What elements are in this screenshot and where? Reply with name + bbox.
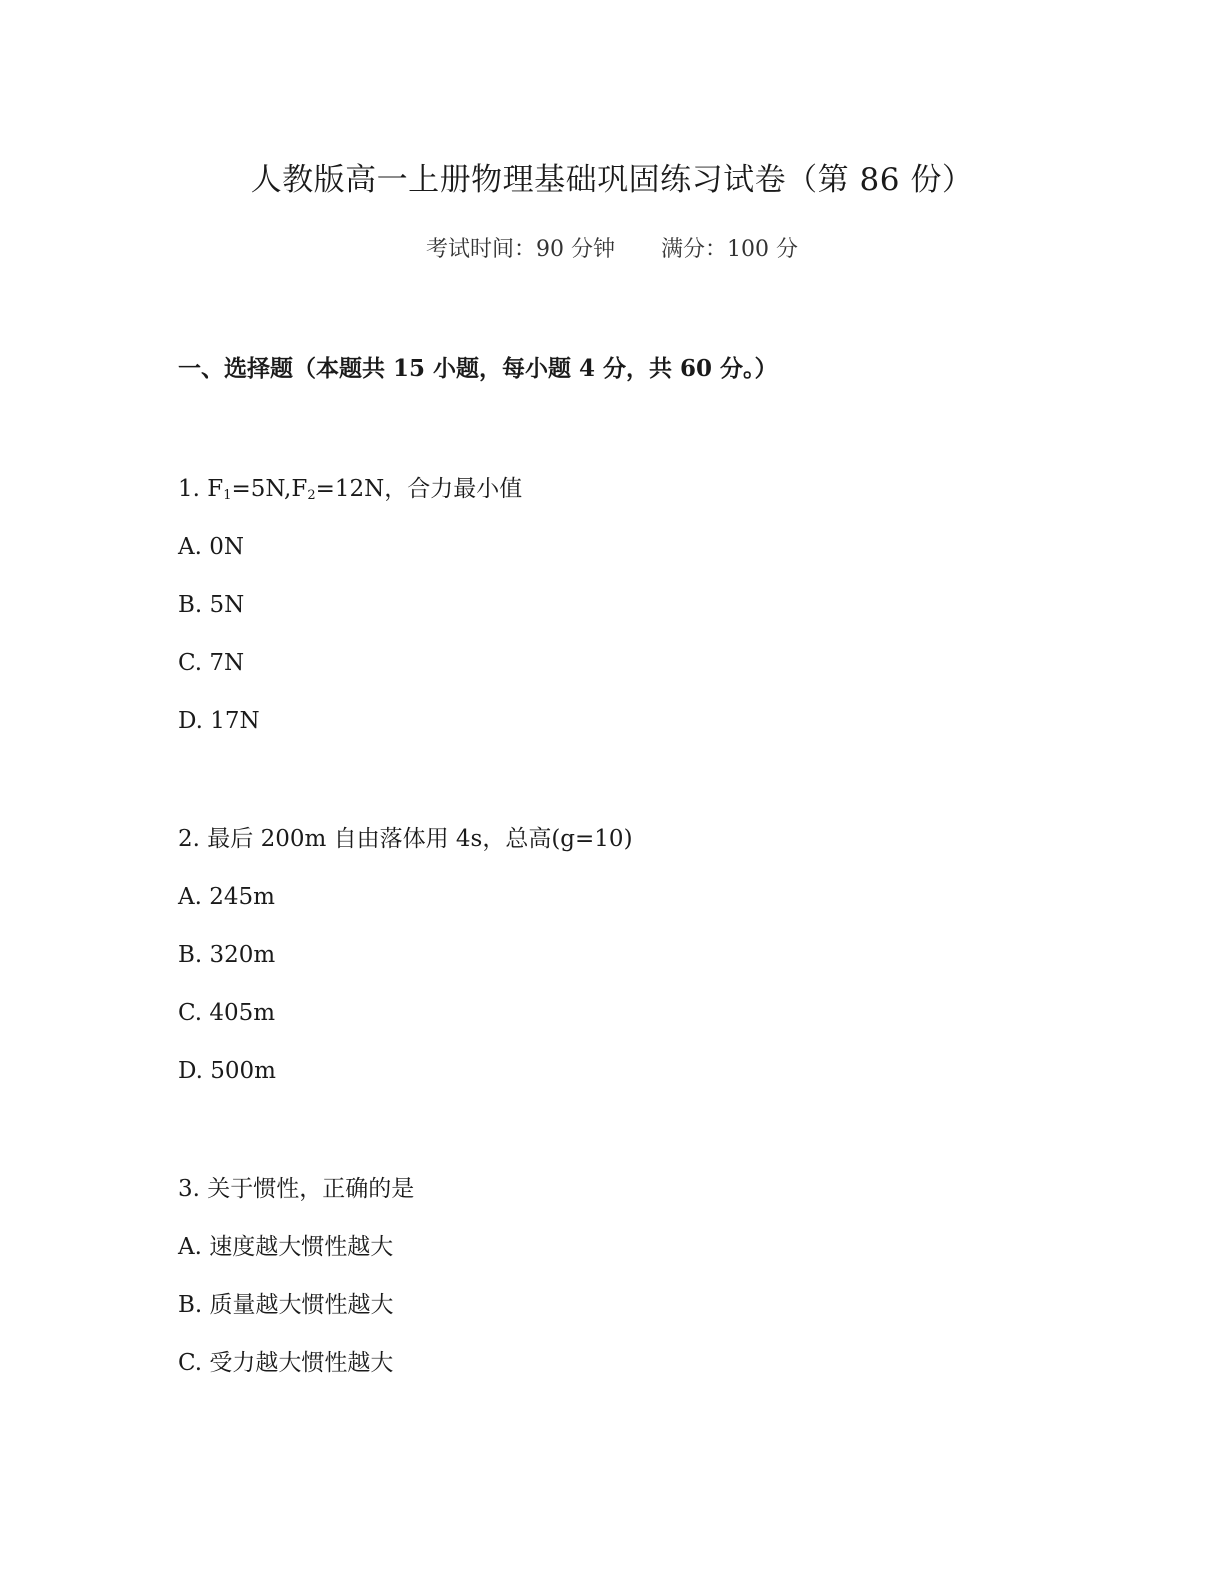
- section-heading: 一、选择题（本题共 15 小题，每小题 4 分，共 60 分。）: [178, 355, 778, 382]
- question-2-stem: 2. 最后 200m 自由落体用 4s，总高(g=10): [178, 826, 633, 852]
- question-2-option-b: B. 320m: [178, 942, 276, 968]
- exam-time: 考试时间：90 分钟: [426, 237, 615, 262]
- question-3-option-a: A. 速度越大惯性越大: [178, 1234, 394, 1260]
- question-1-option-b: B. 5N: [178, 592, 245, 618]
- question-1-option-d: D. 17N: [178, 708, 260, 734]
- question-3-option-b: B. 质量越大惯性越大: [178, 1292, 394, 1318]
- question-2-option-c: C. 405m: [178, 1000, 276, 1026]
- exam-info: [0, 234, 1224, 266]
- exam-score: 满分：100 分: [661, 237, 798, 262]
- question-3-stem: 3. 关于惯性，正确的是: [178, 1176, 415, 1202]
- page-title: 人教版高一上册物理基础巩固练习试卷（第 86 份）: [250, 162, 974, 198]
- question-1-option-c: C. 7N: [178, 650, 245, 676]
- question-1-stem: 1. $F_1=5N,F_2=12N$，合力最小值: [178, 476, 523, 503]
- question-2-option-a: A. 245m: [178, 884, 275, 910]
- question-3-option-c: C. 受力越大惯性越大: [178, 1350, 394, 1376]
- question-2-option-d: D. 500m: [178, 1058, 276, 1084]
- question-1-option-a: A. 0N: [178, 534, 244, 560]
